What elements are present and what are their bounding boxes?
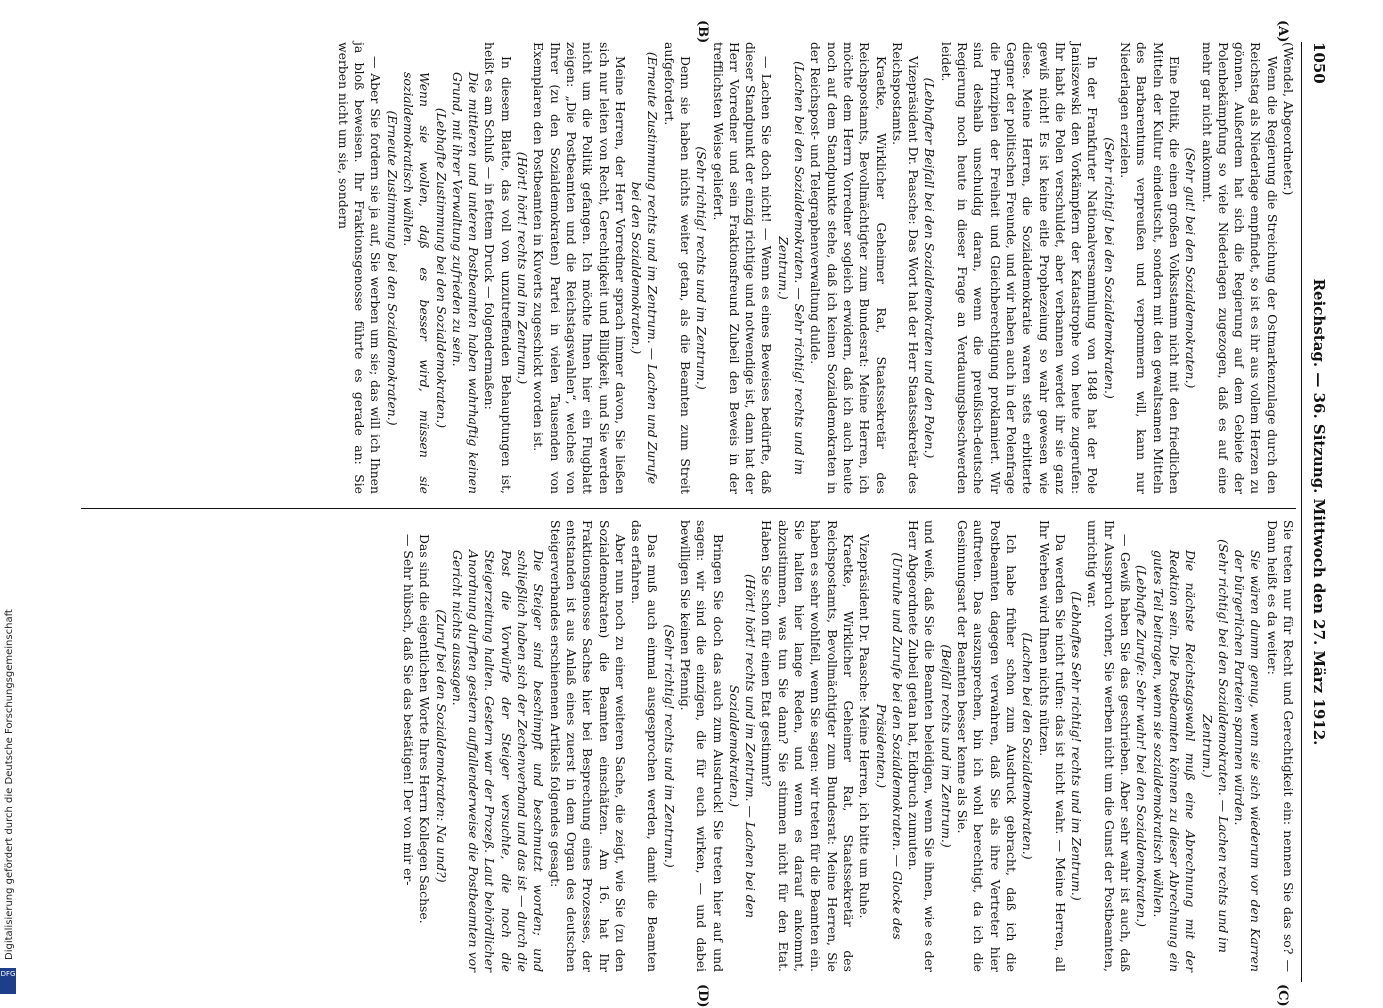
right-column-paragraph: Sie wären dumm genug, wenn sie sich wiederum vor den Karren der bürgerlichen Parteien spannen würden. <box>1232 550 1264 972</box>
left-column-paragraph: (Sehr richtig! rechts und im Zentrum.) <box>694 146 710 390</box>
right-column-paragraph: — Gewiß haben Sie das geschrieben. Aber sehr wahr ist auch, daß Ihr Ausspruch vorher, Sie werben nicht um die Gunst der Postbeamten, unrichtig war. <box>1085 520 1134 972</box>
margin-mark-b: (B) <box>695 20 710 44</box>
margin-mark-c: (C) <box>1275 984 1290 1007</box>
left-column-paragraph: (Lebhafte Zustimmung bei den Sozialdemokraten.) <box>433 107 449 429</box>
left-column-paragraph: Die mittleren und unteren Postbeamten haben wahrhaftig keinen Grund, mit ihrer Verwaltung zufrieden zu sein. <box>449 72 482 494</box>
left-column-paragraph: — Aber Sie fordern sie ja auf, Sie werben um sie; das will ich Ihnen ja bloß beweisen. Ihr Fraktionsgenosse führte es gerade an: Sie werben nicht um sie, sondern <box>335 42 384 494</box>
right-column-paragraph: (Zuruf bei den Sozialdemokraten: Na und?) <box>433 609 449 883</box>
dfg-logo-icon: DFG <box>0 968 16 994</box>
left-column <box>334 42 1296 494</box>
right-column-paragraph: Die nächste Reichstagswahl muß eine Abrechnung mit der Reaktion sein. Die Postbeamten können zu dieser Abrechnung ein gutes Teil beitragen, wenn sie sozialdemokratisch wählen. <box>1150 550 1199 972</box>
rotated-page <box>75 20 1330 1008</box>
left-column-paragraph: (Lebhafter Beifall bei den Sozialdemokraten und den Polen.) <box>922 77 938 459</box>
right-column-paragraph: (Lebhaftes Sehr richtig! rechts und im Zentrum.) <box>1069 591 1085 901</box>
page-header <box>1304 42 1330 982</box>
header-rule <box>1301 42 1302 982</box>
column-divider <box>81 508 1296 509</box>
right-column <box>400 520 1296 972</box>
right-column-paragraph: Kraetke, Wirklicher Geheimer Rat, Staatssekretär des Reichspostamts, Bevollmächtigter zum Bundesrat: Meine Herren, Sie haben es sehr wohlfeil, wenn Sie sagen: wir treten für die Beamten ein. Sie halten hier lange Reden, und wenn es darauf ankommt, abzustimmen, was tun Sie dann? Sie stimmen nicht für den Etat. Haben Sie schon für einen Etat gestimmt? <box>759 520 856 972</box>
right-column-paragraph: Ich habe früher schon zum Ausdruck gebracht, daß ich die Postbeamten dagegen verwahren, daß Sie als ihre Vertreter hier auftreten. Das auszusprechen, bin ich wohl berechtigt, da ich die Gesinnungsart der Beamten besser kenne als Sie. <box>955 520 1019 972</box>
left-column-paragraph: Meine Herren, der Herr Vorredner sprach immer davon, Sie ließen sich nur leiten von Recht, Gerechtigkeit und Billigkeit, und Sie werden nicht um die Politik gefangen. Ich möchte Ihnen hier ein Flugblatt zeigen: „Die Postbeamten und die Reichstagswahlen“, welches von Ihrer (zu den Sozialdemokraten) Partei in vielen Tausenden von Exemplaren den Postbeamten in Kuverts zugeschickt worden ist. <box>531 42 628 494</box>
running-title: Reichstag. — 36. Sitzung. Mittwoch den 27. März 1912. <box>1310 278 1328 746</box>
right-column-paragraph: — Sehr hübsch, daß Sie das bestätigen! Der von mir er- <box>400 534 416 886</box>
left-column-paragraph: Vizepräsident Dr. Paasche: Das Wort hat der Herr Staatssekretär des Reichspostamts. <box>889 42 922 494</box>
right-column-paragraph: (Sehr richtig! bei den Sozialdemokraten. — Lachen rechts und im Zentrum.) <box>1199 539 1231 953</box>
right-column-paragraph: Das sind die eigentlichen Worte Ihres Herrn Kollegen Sachse. <box>417 534 433 924</box>
right-column-paragraph: (Unruhe und Zurufe bei den Sozialdemokraten. — Glocke des Präsidenten.) <box>873 552 905 940</box>
left-column-paragraph: Wenn sie wollen, daß es besser wird, müssen sie sozialdemokratisch wählen. <box>400 72 433 494</box>
left-column-paragraph: Kraetke, Wirklicher Geheimer Rat, Staatssekretär des Reichspostamts, Bevollmächtigter zum Bundesrat: Meine Herren, ich möchte dem Herrn Vorredner sogleich erwidern, daß ich auch heute noch auf dem Standpunkte stehe, daß ich keinen Sozialdemokraten in der Reichspost- und Telegraphenverwaltung dulde. <box>808 42 889 494</box>
right-column-paragraph: Das muß auch einmal ausgesprochen werden, damit die Beamten das erfahren. <box>629 520 661 972</box>
left-column-paragraph: In diesem Blatte, das voll von unzutreffenden Behauptungen ist, heißt es am Schluß — in fettem Druck — folgendermaßen: <box>482 42 514 494</box>
left-column-paragraph: Wenn die Regierung die Streichung der Ostmarkenzulage durch den Reichstag als Niederlage empfindet, so ist es ihr aus vollem Herzen zu gönnen. Außerdem hat sich die Regierung auf dem Gebiete der Polenbekämpfung so viele Niederlagen zugezogen, daß es auf eine mehr gar nicht ankommt. <box>1199 42 1280 494</box>
left-column-paragraph: — Lachen Sie doch nicht! — Wenn es eines Beweises bedürfte, daß dieser Standpunkt der einzig richtige und notwendige ist, dann hat der Herr Vorredner und sein Fraktionsfreund Zubeil den Beweis in der trefflichsten Weise geliefert. <box>710 42 775 494</box>
page-number: 1050 <box>1310 42 1328 84</box>
margin-mark-d: (D) <box>695 984 710 1008</box>
right-column-paragraph: (Sehr richtig! rechts und im Zentrum.) <box>661 624 677 868</box>
right-column-paragraph: (Hört! hört! rechts und im Zentrum. — Lachen bei den Sozialdemokraten.) <box>726 573 759 919</box>
right-column-paragraph: (Lebhafte Zurufe: Sehr wahr! bei den Sozialdemokraten.) <box>1134 564 1150 928</box>
right-column-paragraph: Aber nun noch zu einer weiteren Sache, die zeigt, wie Sie (zu den Sozialdemokraten) die Beamten einschätzen. Am 16. hat Ihr Fraktionsgenosse Sachse hier bei Besprechung eines Prozesses, der entstanden ist aus Anlaß eines zuerst in dem Organ des deutschen Steigerverbandes erschienenen Artikels folgendes gesagt: <box>547 520 628 972</box>
right-column-paragraph: und weiß, daß Sie die Beamten beleidigen, wenn Sie ihnen, wie es der Herr Abgeordnete Zubeil getan hat, Eidbruch zumuten. <box>906 520 938 972</box>
left-column-paragraph: (Lachen bei den Sozialdemokraten. — Sehr richtig! rechts und im Zentrum.) <box>775 61 808 475</box>
right-column-paragraph: Da werden Sie nicht rufen: das ist nicht wahr. — Meine Herren, all Ihr Werben wird Ihnen nichts nützen. <box>1036 520 1068 972</box>
right-column-paragraph: Die Steiger sind beschimpft und beschmutzt worden; und schließlich haben sich der Zechenverband und das ist — durch die Post die Vorwürfe der Steiger versuchte, die noch die Steigerzeitung halten. Gestern war der Prozeß. Laut behördlicher Anordnung durften gestern auffallenderweise die Postbeamten vor Gericht nichts aussagen. <box>449 550 547 972</box>
left-column-paragraph: In der Frankfurter Nationalversammlung von 1848 hat der Pole Janiszewski den Vorkämpfern der Katastrophe von heute zugerufen: Ihr habt die Polen verschuldet, aber verbannen werdet ihr sie ganz gewiß nicht! Es ist keine eitle Prophezeiung so wahr gewesen wie diese. Meine Herren, die Sozialdemokratie waren stets erbitterte Gegner der politischen Freunde, und wir haben auch in der Polenfrage die Prinzipien der Freiheit und Gleichberechtigung proklamiert. Wir sind deshalb unschuldig daran, wenn die preußisch-deutsche Regierung noch heute in dieser Frage an Verdauungsbeschwerden leidet. <box>938 42 1101 494</box>
right-column-paragraph: (Lachen bei den Sozialdemokraten.) <box>1020 632 1036 860</box>
right-column-paragraph: Vizepräsident Dr. Paasche: Meine Herren, ich bitte um Ruhe. <box>857 534 873 919</box>
left-column-paragraph: (Wendel, Abgeordneter.) <box>1281 42 1296 196</box>
left-column-paragraph: (Erneute Zustimmung rechts und im Zentrum. — Lachen und Zurufe bei den Sozialdemokraten.) <box>629 51 661 485</box>
right-column-paragraph: Bringen Sie doch das auch zum Ausdruck! Sie treten hier auf und sagen: wir sind die einzigen, die für euch wirken, — und dabei bewilligen Sie keinen Pfennig. <box>678 520 726 972</box>
margin-mark-a: (A) <box>1275 20 1290 43</box>
left-column-paragraph: (Sehr richtig! bei den Sozialdemokraten.) <box>1101 137 1117 399</box>
right-column-paragraph: Sie treten nur für Recht und Gerechtigkeit ein: nennen Sie das so? — Dann heißt es da weiter: <box>1264 520 1296 972</box>
left-column-paragraph: (Sehr gut! bei den Sozialdemokraten.) <box>1183 147 1199 389</box>
right-column-paragraph: (Beifall rechts und im Zentrum.) <box>938 644 954 848</box>
left-column-paragraph: Denn sie haben nichts weiter getan, als die Beamten zum Streit aufgefordert. <box>661 42 694 494</box>
left-column-paragraph: (Hört! hört! rechts und im Zentrum.) <box>515 151 531 385</box>
left-column-paragraph: Eine Politik, die einen großen Volksstamm nicht mit den friedlichen Mitteln der Kultur eindeutscht, sondern mit den gewaltsamen Mitteln des Barbarentums verpreußen und verpommern will, kann nur Niederlagen erzielen. <box>1118 42 1182 494</box>
left-column-paragraph: (Erneute Zustimmung bei den Sozialdemokraten.) <box>384 110 400 426</box>
funding-note: Digitalisierung gefördert durch die Deutsche Forschungsgemeinschaft <box>4 609 15 960</box>
